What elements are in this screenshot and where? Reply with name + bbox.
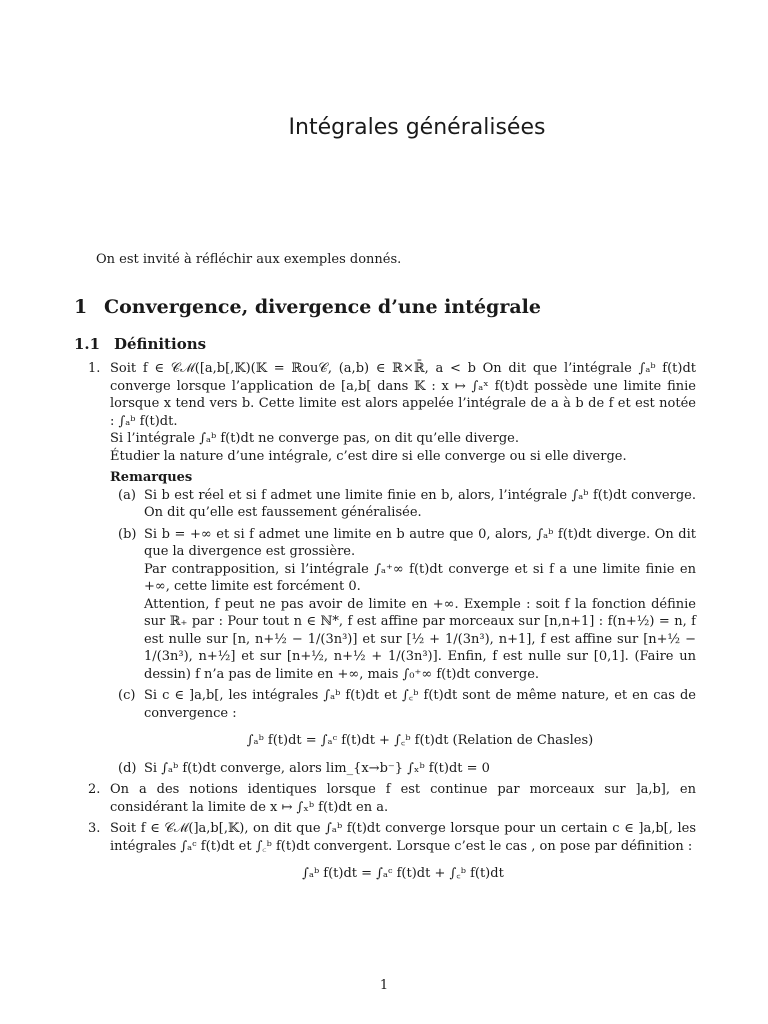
subsection-heading — [74, 335, 206, 353]
item-text: Étudier la nature d’une intégrale, c’est dire si elle converge ou si elle diverge. — [110, 448, 627, 464]
remarks-heading: Remarques — [110, 470, 193, 485]
item-text: On a des notions identiques lorsque f est continue par morceaux sur ]a,b], en considérant la limite de x ↦ ∫ₓᵇ f(t)dt en a. — [110, 782, 696, 815]
definitions-body — [88, 360, 696, 887]
page-number: 1 — [379, 978, 389, 993]
item-label: 3. — [88, 821, 101, 836]
list-item — [88, 820, 696, 883]
item-text: Si b = +∞ et si f admet une limite en b autre que 0, alors, ∫ₐᵇ f(t)dt diverge. On dit que la divergence est grossière. — [144, 526, 696, 559]
list-item — [110, 687, 696, 750]
list-item — [110, 487, 696, 522]
item-label: (c) — [118, 688, 136, 703]
item-text: Si ∫ₐᵇ f(t)dt converge, alors lim_{x→b⁻} ∫ₓᵇ f(t)dt = 0 — [144, 760, 490, 776]
item-label: 1. — [88, 361, 101, 376]
section-title: Convergence, divergence d’une intégrale — [104, 296, 541, 318]
item-label: (d) — [118, 760, 137, 776]
definition-equation: ∫ₐᵇ f(t)dt = ∫ₐᶜ f(t)dt + ∫꜀ᵇ f(t)dt — [302, 866, 504, 881]
intro-text: On est invité à réfléchir aux exemples donnés. — [96, 252, 402, 267]
item-text: Soit f ∈ 𝒞ℳ(]a,b[,𝕂), on dit que ∫ₐᵇ f(t)dt converge lorsque pour un certain c ∈ ]a,b[, les intégrales ∫ₐᶜ f(t)dt et ∫꜀ᵇ f(t)dt convergent. Lorsque c’est le cas , on pose par définition : — [110, 821, 696, 854]
item-text: Soit f ∈ 𝒞ℳ([a,b[,𝕂)(𝕂 = ℝou𝒞, (a,b) ∈ ℝ×ℝ̄, a < b On dit que l’intégrale ∫ₐᵇ f(t)dt converge lorsque l’application de [a,b[ dans 𝕂 : x ↦ ∫ₐˣ f(t)dt possède une limite finie lorsque x tend vers b. Cette limite est alors appelée l’intégrale de a à b de f et est notée : ∫ₐᵇ f(t)dt. — [110, 361, 696, 429]
item-text: Attention, f peut ne pas avoir de limite en +∞. Exemple : soit f la fonction définie sur ℝ₊ par : Pour tout n ∈ ℕ*, f est affine par morceaux sur [n,n+1] : f(n+½) = n, f est nulle sur [n, n+½ − 1/(3n³)] et sur [½ + 1/(3n³), n+1], f est affine sur [n+½ − 1/(3n³), n+½] et sur [n+½, n+½ + 1/(3n³)]. Enfin, f est nulle sur [0,1]. (Faire un dessin) f n’a pas de limite en +∞, mais ∫₀⁺∞ f(t)dt converge. — [144, 596, 696, 682]
item-text: Si l’intégrale ∫ₐᵇ f(t)dt ne converge pas, on dit qu’elle diverge. — [110, 431, 519, 446]
item-text: Par contrapposition, si l’intégrale ∫ₐ⁺∞ f(t)dt converge et si f a une limite finie en +∞, cette limite est forcément 0. — [144, 561, 696, 594]
list-item — [88, 360, 696, 465]
list-item — [110, 526, 696, 684]
section-heading — [74, 296, 541, 318]
item-label: (a) — [118, 487, 136, 503]
document-title: Intégrales généralisées — [288, 115, 546, 140]
item-text: Si b est réel et si f admet une limite finie en b, alors, l’intégrale ∫ₐᵇ f(t)dt converge. On dit qu’elle est faussement généralisée. — [144, 487, 696, 520]
chasles-equation: ∫ₐᵇ f(t)dt = ∫ₐᶜ f(t)dt + ∫꜀ᵇ f(t)dt (Relation de Chasles) — [246, 733, 594, 748]
item-label: 2. — [88, 782, 101, 797]
list-item — [110, 760, 696, 778]
item-text: Si c ∈ ]a,b[, les intégrales ∫ₐᵇ f(t)dt et ∫꜀ᵇ f(t)dt sont de même nature, et en cas de convergence : — [144, 688, 696, 721]
list-item — [88, 781, 696, 816]
subsection-title: Définitions — [114, 335, 207, 353]
item-label: (b) — [118, 526, 137, 542]
section-number: 1 — [74, 296, 88, 318]
subsection-number: 1.1 — [74, 335, 101, 353]
